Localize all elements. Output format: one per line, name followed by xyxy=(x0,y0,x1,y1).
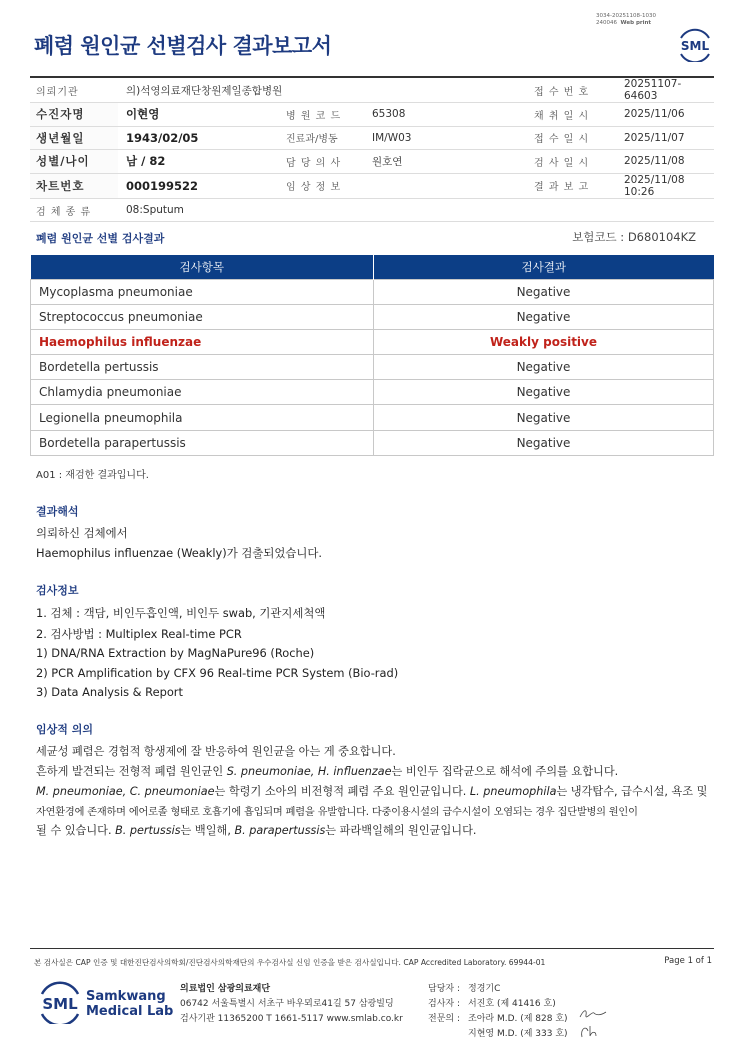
test-result: Negative xyxy=(374,430,714,455)
receipt-no-value: 20251107-64603 xyxy=(616,77,714,103)
hospital-code-value: 65308 xyxy=(364,103,528,127)
organization-name: 의료법인 삼광의료재단 xyxy=(180,984,271,994)
info-row xyxy=(30,198,714,222)
test-info-line: 2. 검사방법 : Multiplex Real-time PCR xyxy=(36,627,242,641)
hospital-code-label: 병 원 코 드 xyxy=(280,103,364,127)
address: 06742 서울특별시 서초구 바우뫼로41길 57 삼광빌딩 xyxy=(180,999,394,1009)
results-table xyxy=(30,255,714,456)
name-label: 수진자명 xyxy=(30,103,118,127)
clinical-line: 자연환경에 존재하며 에어로졸 형태로 호흡기에 흡입되며 폐렴을 유발합니다. 다중이용시설의 급수시설이 오염되는 경우 집단발병의 원인이 xyxy=(36,807,638,818)
requester-label: 의뢰기관 xyxy=(30,77,118,103)
staff-row: 검사자 : 서진호 (제 41416 호) xyxy=(428,999,556,1009)
doctor-label: 담 당 의 사 xyxy=(280,150,364,174)
collect-date-value: 2025/11/06 xyxy=(616,103,714,127)
signature-icon xyxy=(578,1023,602,1039)
specimen-value: 08:Sputum xyxy=(118,198,714,222)
info-row xyxy=(30,126,714,150)
test-info-line: 3) Data Analysis & Report xyxy=(36,685,183,699)
clinical-line: 세균성 폐렴은 경험적 항생제에 잘 반응하여 원인균을 아는 게 중요합니다. xyxy=(36,745,396,758)
chart-label: 차트번호 xyxy=(30,173,118,198)
sml-logo-icon xyxy=(36,980,84,1024)
test-info-line: 2) PCR Amplification by CFX 96 Real-time PCR System (Bio-rad) xyxy=(36,666,399,680)
test-result: Negative xyxy=(374,304,714,329)
info-row xyxy=(30,77,714,103)
clinical-significance-title: 임상적 의의 xyxy=(36,723,93,736)
dept-label: 진료과/병동 xyxy=(280,126,364,150)
info-row xyxy=(30,103,714,127)
report-label: 결 과 보 고 xyxy=(528,173,616,198)
clinical-value xyxy=(364,173,528,198)
test-info-title: 검사정보 xyxy=(36,584,79,597)
test-item: Streptococcus pneumoniae xyxy=(31,304,374,329)
staff-row: 담당자 : 정경기C xyxy=(428,984,501,994)
table-row xyxy=(31,380,714,405)
interpretation-title: 결과해석 xyxy=(36,505,79,518)
test-info-line: 1) DNA/RNA Extraction by MagNaPure96 (Roche) xyxy=(36,646,315,660)
print-code-line-1: 3034-20251108-1030 xyxy=(596,13,656,19)
logo-text: SML xyxy=(42,995,78,1013)
receipt-no-label: 접 수 번 호 xyxy=(528,77,616,103)
test-item: Bordetella pertussis xyxy=(31,355,374,380)
logo-text: SML xyxy=(680,39,710,53)
table-row xyxy=(31,430,714,455)
table-row xyxy=(31,355,714,380)
clinical-line: M. pneumoniae, C. pneumoniae는 학령기 소아의 비전형적 폐렴 주요 원인균입니다. L. pneumophila는 냉각탑수, 급수시설, 욕조 및 xyxy=(36,785,708,798)
footer-divider xyxy=(30,948,714,949)
brand-name-line-2: Medical Lab xyxy=(86,1004,174,1019)
table-row-positive xyxy=(31,329,714,354)
receipt-date-value: 2025/11/07 xyxy=(616,126,714,150)
specimen-label: 검 체 종 류 xyxy=(30,198,118,222)
certification-note: 본 검사실은 CAP 인증 및 대한진단검사의학회/진단검사의학재단의 우수검사실 신임 인증을 받은 검사실입니다. CAP Accredited Laboratory. 69944-01 xyxy=(34,958,546,967)
test-date-value: 2025/11/08 xyxy=(616,150,714,174)
table-row xyxy=(31,304,714,329)
test-result: Weakly positive xyxy=(374,329,714,354)
col-result-header: 검사결과 xyxy=(374,255,714,279)
requester-value: 의)석영의료재단창원제일종합병원 xyxy=(118,77,528,103)
sex-age-label: 성별/나이 xyxy=(30,150,118,174)
test-date-label: 검 사 일 시 xyxy=(528,150,616,174)
collect-date-label: 채 취 일 시 xyxy=(528,103,616,127)
clinical-line: 흔하게 발견되는 전형적 폐렴 원인균인 S. pneumoniae, H. influenzae는 비인두 집락균으로 해석에 주의를 요합니다. xyxy=(36,765,619,778)
registration-contact: 검사기관 11365200 T 1661-5117 www.smlab.co.kr xyxy=(180,1014,403,1024)
table-row xyxy=(31,279,714,304)
results-section-title: 폐렴 원인균 선별 검사결과 xyxy=(36,232,165,245)
test-result: Negative xyxy=(374,279,714,304)
brand-name-line-1: Samkwang xyxy=(86,989,166,1004)
chart-value: 000199522 xyxy=(118,173,280,198)
report-value: 2025/11/08 10:26 xyxy=(616,173,714,198)
interpretation-line: Haemophilus influenzae (Weakly)가 검출되었습니다. xyxy=(36,546,323,560)
test-info-line: 1. 검체 : 객담, 비인두흡인액, 비인두 swab, 기관지세척액 xyxy=(36,606,326,620)
test-item: Chlamydia pneumoniae xyxy=(31,380,374,405)
sml-logo-icon xyxy=(676,26,714,62)
col-item-header: 검사항목 xyxy=(31,255,374,279)
test-result: Negative xyxy=(374,405,714,430)
test-item: Bordetella parapertussis xyxy=(31,430,374,455)
test-result: Negative xyxy=(374,380,714,405)
test-result: Negative xyxy=(374,355,714,380)
test-item: Mycoplasma pneumoniae xyxy=(31,279,374,304)
test-item: Legionella pneumophila xyxy=(31,405,374,430)
test-item: Haemophilus influenzae xyxy=(31,329,374,354)
print-code xyxy=(596,13,666,27)
sex-age-value: 남 / 82 xyxy=(118,150,280,174)
patient-info-table xyxy=(30,76,714,222)
birth-label: 생년월일 xyxy=(30,126,118,150)
retest-note: A01 : 재검한 결과입니다. xyxy=(36,470,149,481)
clinical-line: 될 수 있습니다. B. pertussis는 백일해, B. parapertussis는 파라백일해의 원인균입니다. xyxy=(36,824,477,837)
table-row xyxy=(31,405,714,430)
results-header-row xyxy=(31,255,714,279)
birth-value: 1943/02/05 xyxy=(118,126,280,150)
dept-value: IM/W03 xyxy=(364,126,528,150)
info-row xyxy=(30,150,714,174)
receipt-date-label: 접 수 일 시 xyxy=(528,126,616,150)
staff-row: 전문의 : 조아라 M.D. (제 828 호) xyxy=(428,1014,568,1024)
doctor-value: 원호연 xyxy=(364,150,528,174)
interpretation-line: 의뢰하신 검체에서 xyxy=(36,526,128,540)
print-code-line-2: 240046 Web print xyxy=(596,20,652,26)
page-number: Page 1 of 1 xyxy=(664,956,712,966)
info-row xyxy=(30,173,714,198)
staff-row: 지현영 M.D. (제 333 호) xyxy=(468,1029,568,1039)
insurance-code: 보험코드 : D680104KZ xyxy=(572,230,696,244)
signature-icon xyxy=(578,1007,608,1021)
name-value: 이현영 xyxy=(118,103,280,127)
clinical-label: 임 상 정 보 xyxy=(280,173,364,198)
report-title: 폐렴 원인균 선별검사 결과보고서 xyxy=(34,34,332,58)
